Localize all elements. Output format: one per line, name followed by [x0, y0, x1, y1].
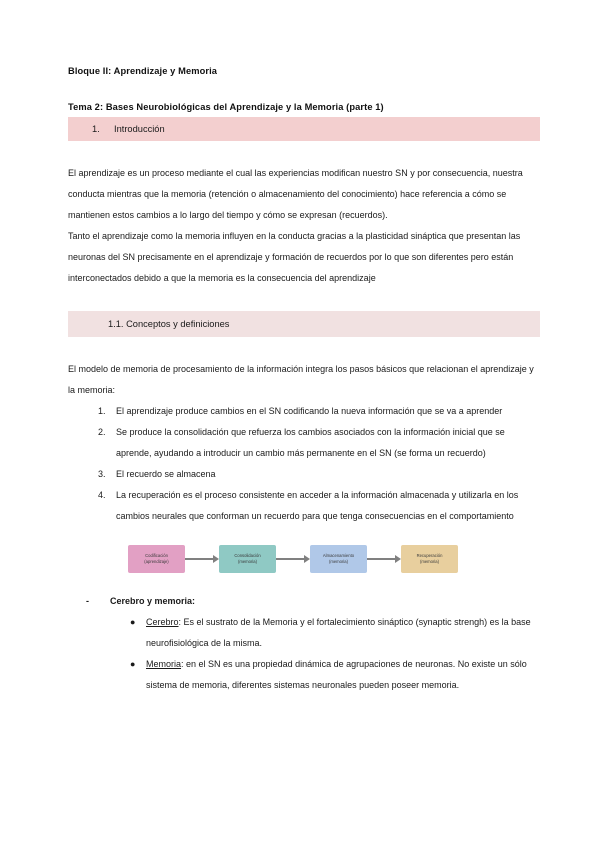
flow-box-label-line1: Consolidación: [234, 553, 261, 558]
subsection-heading-1-1: 1.1. Conceptos y definiciones: [68, 311, 540, 337]
section-heading-1: [68, 117, 540, 141]
list-item: 2. Se produce la consolidación que refuerza los cambios asociados con la información inicial que se aprende, ayudando a introducir un cambio más permanente en el SN (se forma un recuerdo): [108, 422, 540, 464]
list-item: [130, 654, 540, 696]
list-item: [130, 612, 540, 654]
arrow-shaft: [276, 558, 304, 560]
bullet-dot-icon: ●: [130, 659, 136, 669]
term-separator: :: [181, 659, 187, 669]
section-title: Introducción: [114, 124, 165, 134]
flow-box-label-line1: Recuperación: [416, 553, 443, 558]
block-title: Bloque II: Aprendizaje y Memoria: [68, 66, 218, 76]
list-item: 1. El aprendizaje produce cambios en el SN codificando la nueva información que se va a aprender: [108, 401, 540, 422]
arrow-right-icon: [367, 555, 401, 563]
memory-process-flow-diagram: [128, 545, 540, 573]
section-1-paragraph-2: Tanto el aprendizaje como la memoria influyen en la conducta gracias a la plasticidad sináptica que presentan las neuronas del SN precisamente en el aprendizaje y formación de recuerdos por lo que son diferentes pero están interconectados debido a que la memoria es la consecuencia del aprendizaje: [68, 231, 521, 283]
term-description: en el SN es una propiedad dinámica de agrupaciones de neuronas. No existe un sólo sistema de memoria, diferentes sistemas neuronales pueden poseer memoria.: [146, 659, 527, 690]
arrow-shaft: [367, 558, 395, 560]
arrow-right-icon: [185, 555, 219, 563]
flow-box-consolidacion: [219, 545, 276, 573]
arrow-right-icon: [276, 555, 310, 563]
arrow-shaft: [185, 558, 213, 560]
term-description: Es el sustrato de la Memoria y el fortalecimiento sináptico (synaptic strengh) es la base neurofisiológica de la misma.: [146, 617, 531, 648]
flow-box-label-line2: (memoria): [419, 559, 440, 564]
bullet-dot-icon: ●: [130, 617, 136, 627]
steps-list: [68, 401, 540, 527]
section-1-paragraph-1: El aprendizaje es un proceso mediante el cual las experiencias modifican nuestro SN y por consecuencia, nuestra conducta mientras que la memoria (retención o almacenamiento del conocimiento) hace referencia a cómo se mantienen estos cambios a lo largo del tiempo y cómo se expresan (recuerdos).: [68, 168, 523, 220]
flow-box-label-line2: (memoria): [237, 559, 258, 564]
brain-memory-bullets: [86, 612, 540, 696]
dash-marker-icon: -: [86, 596, 89, 606]
brain-memory-heading-label: Cerebro y memoria:: [110, 596, 196, 606]
chapter-title: Tema 2: Bases Neurobiológicas del Aprendizaje y la Memoria (parte 1): [68, 102, 384, 112]
flow-box-label-line1: Codificación: [145, 553, 168, 558]
term-label: Memoria: [146, 659, 182, 669]
spacer: [68, 573, 540, 591]
flow-box-label-line1: Almacenamiento: [322, 553, 355, 558]
list-item: 3. El recuerdo se almacena: [108, 464, 540, 485]
flow-box-almacenamiento: [310, 545, 367, 573]
term-label: Cerebro: [146, 617, 179, 627]
flow-box-codificacion: [128, 545, 185, 573]
list-item: 4. La recuperación es el proceso consistente en acceder a la información almacenada y utilizarla en los cambios neurales que conforman un recuerdo para que tenga consecuencias en el comportamiento: [108, 485, 540, 527]
subsection-intro-paragraph: El modelo de memoria de procesamiento de la información integra los pasos básicos que relacionan el aprendizaje y la memoria:: [68, 364, 534, 395]
brain-memory-heading: [86, 591, 540, 612]
spacer: [68, 289, 540, 311]
brain-memory-block: [68, 591, 540, 696]
flow-box-label-line2: (aprendizaje): [144, 559, 169, 564]
section-number: 1.: [92, 124, 100, 134]
flow-box-label-line2: (memoria): [328, 559, 349, 564]
term-separator: :: [178, 617, 184, 627]
flow-box-recuperacion: [401, 545, 458, 573]
